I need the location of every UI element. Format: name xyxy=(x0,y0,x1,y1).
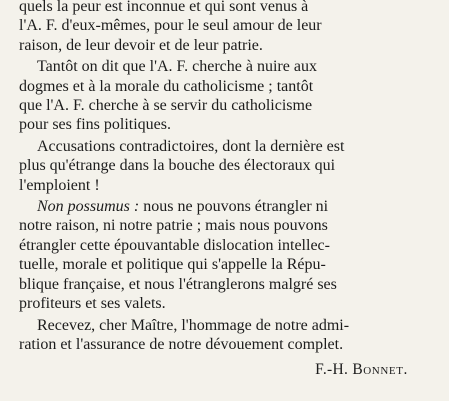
latin-phrase: Non possumus : xyxy=(37,198,140,216)
paragraph-2 xyxy=(19,57,436,135)
text-fragment: nous ne pouvons étrangler ni xyxy=(139,198,329,216)
text-line: Tantôt on dit que l'A. F. cherche à nuire aux xyxy=(37,58,317,76)
text-line: Recevez, cher Maître, l'hommage de notre admi- xyxy=(37,316,350,334)
signature-initials: F.-H. xyxy=(315,361,349,379)
text-line: l'A. F. d'eux-mêmes, pour le seul amour de leur xyxy=(19,17,322,35)
text-line: l'emploient ! xyxy=(19,176,100,194)
text-line: Accusations contradictoires, dont la dernière est xyxy=(37,137,345,155)
text-line: notre raison, ni notre patrie ; mais nous pouvons xyxy=(19,217,328,235)
paragraph-5 xyxy=(19,316,436,355)
signature-surname: Bonnet. xyxy=(352,361,408,379)
text-line: ration et l'assurance de notre dévouement complet. xyxy=(19,335,344,353)
text-line xyxy=(19,197,436,216)
text-line: profiteurs et ses valets. xyxy=(19,295,166,313)
text-line: tuelle, morale et politique qui s'appelle la Répu- xyxy=(19,256,326,274)
paragraph-3 xyxy=(19,137,436,195)
text-line: étrangler cette épouvantable dislocation intellec- xyxy=(19,236,330,254)
text-line: raison, de leur devoir et de leur patrie. xyxy=(19,36,263,54)
text-line: pour ses fins politiques. xyxy=(19,116,171,134)
text-line: que l'A. F. cherche à se servir du catholicisme xyxy=(19,97,313,115)
paragraph-1 xyxy=(19,0,436,55)
signature xyxy=(19,360,436,379)
paragraph-4 xyxy=(19,197,436,313)
text-line: dogmes et à la morale du catholicisme ; tantôt xyxy=(19,77,314,95)
text-line: blique française, et nous l'étranglerons malgré ses xyxy=(19,275,337,293)
text-line: plus qu'étrange dans la bouche des électoraux qui xyxy=(19,157,336,175)
text-line: quels la peur est inconnue et qui sont venus à xyxy=(19,0,309,15)
